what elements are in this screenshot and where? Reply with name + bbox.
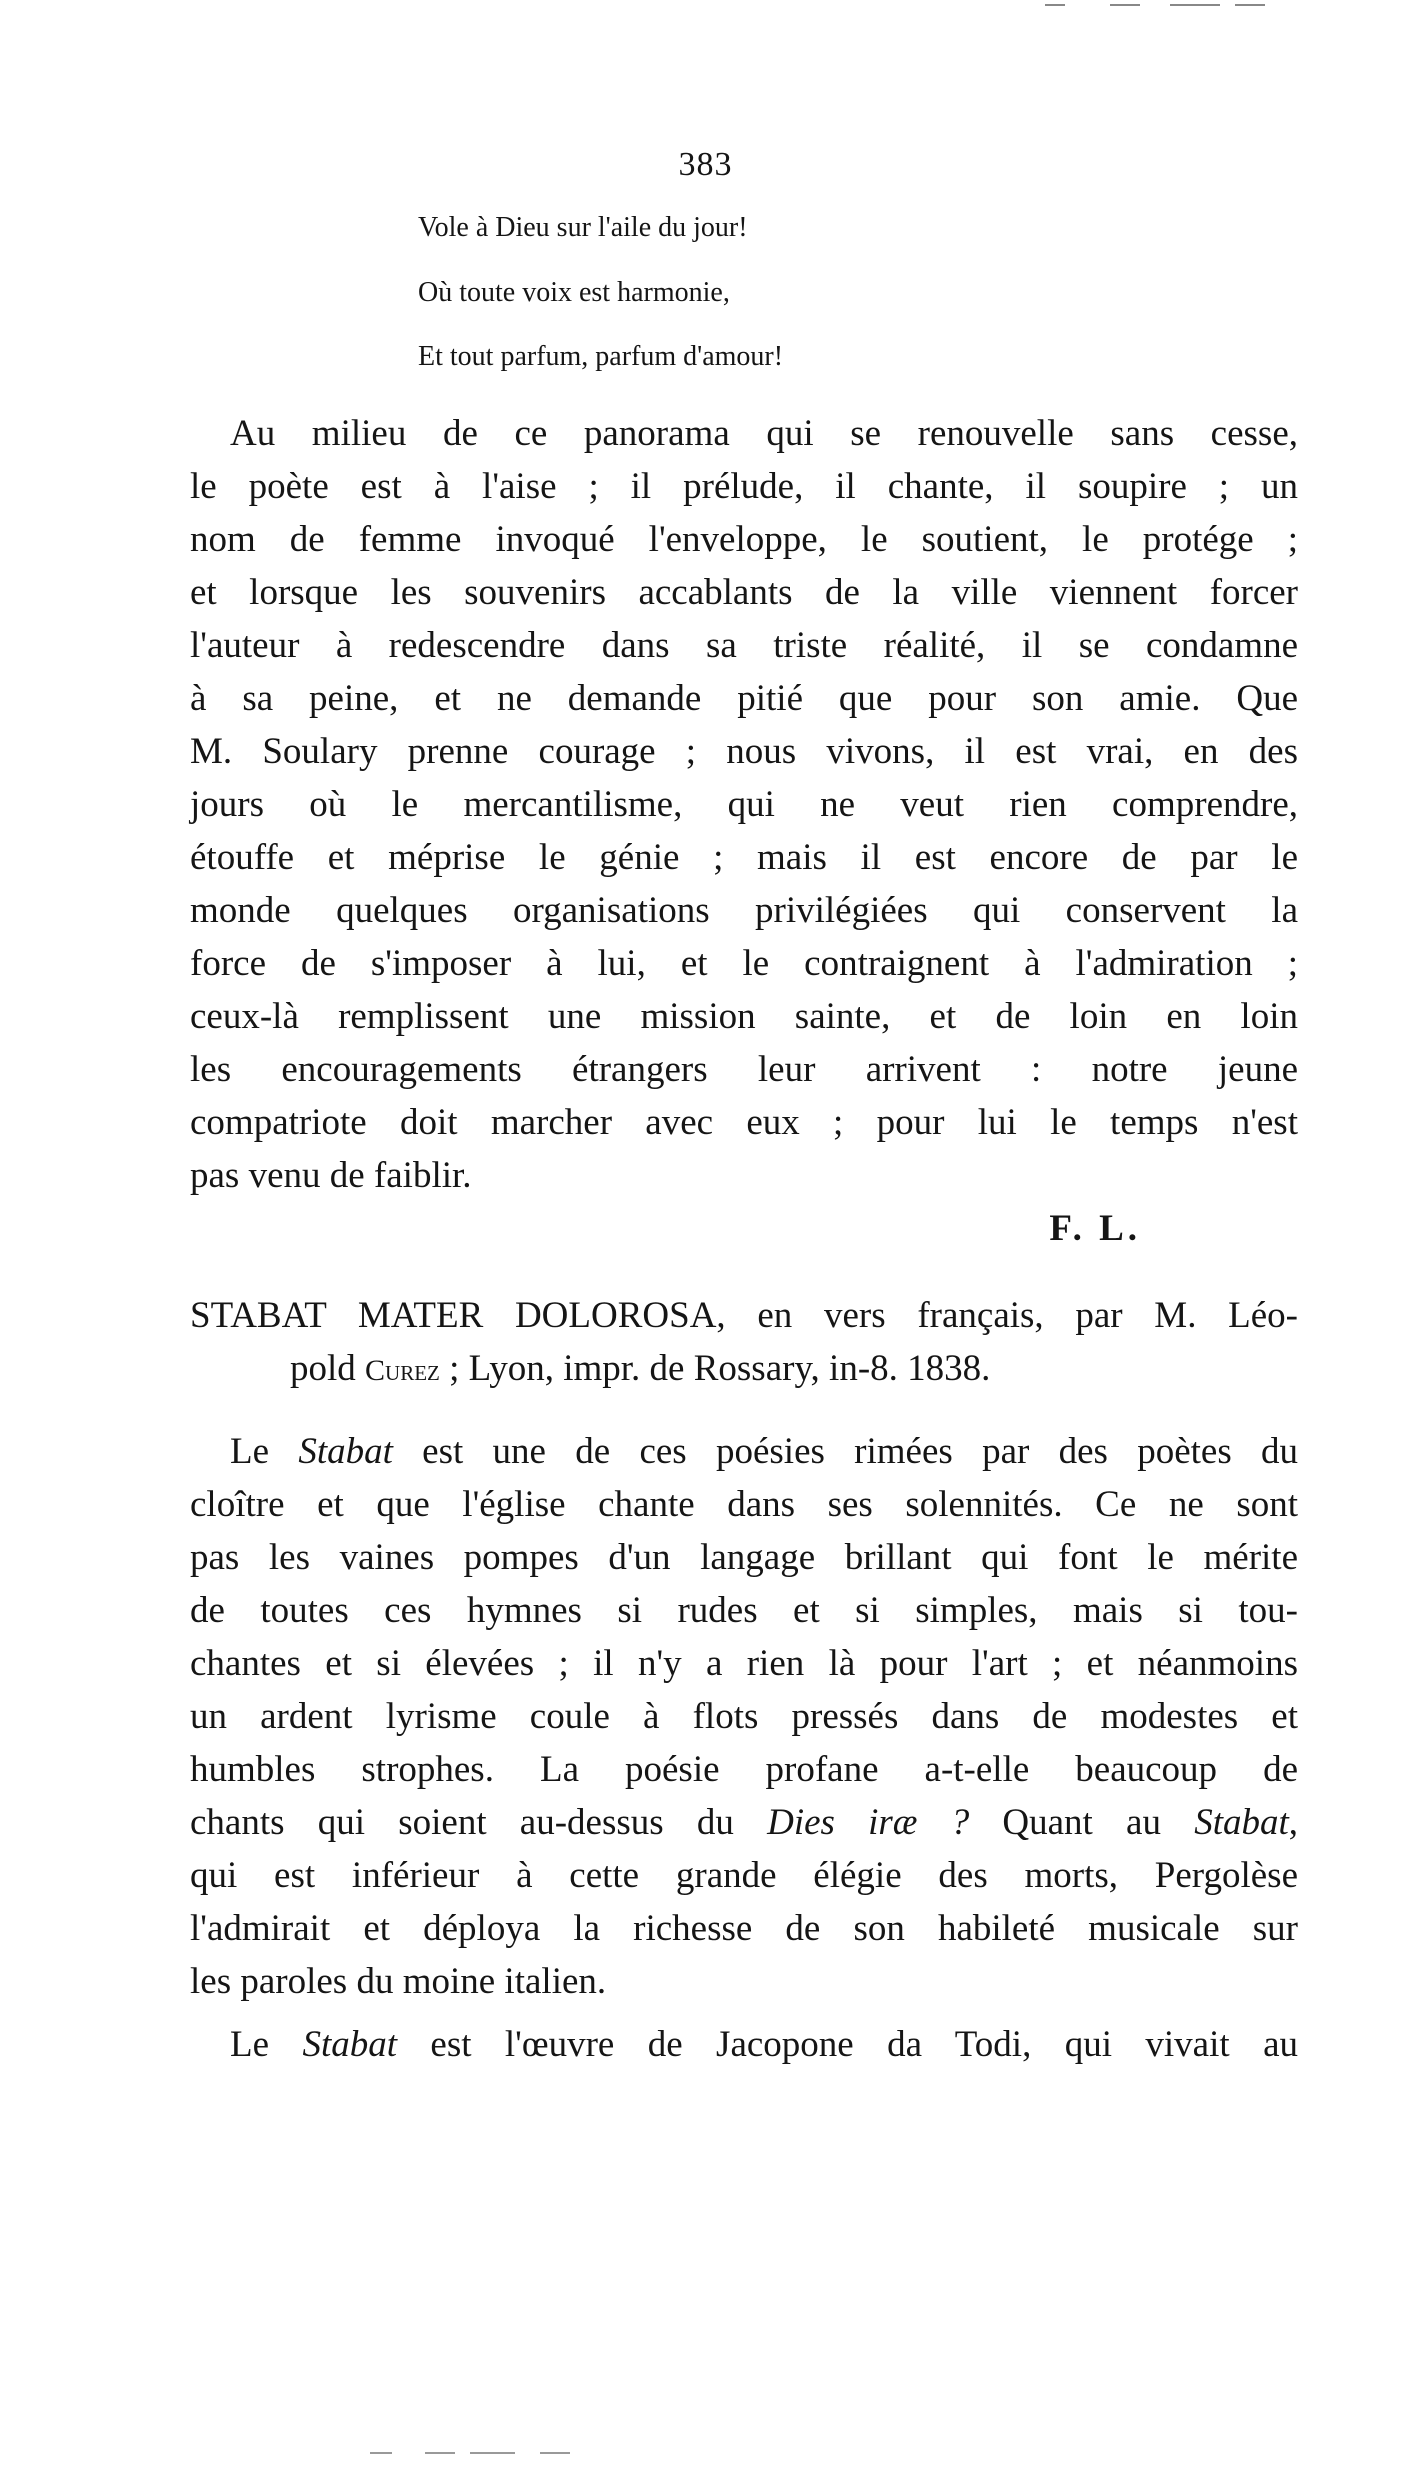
paragraph-line: humbles strophes. La poésie profane a-t-elle beaucoup de xyxy=(190,1749,1298,1790)
paragraph-line: un ardent lyrisme coule à flots pressés dans de modestes et xyxy=(190,1696,1298,1737)
italic-title: Dies iræ ? xyxy=(767,1802,970,1843)
text-run: Quant au xyxy=(969,1802,1195,1843)
bottom-edge-mark xyxy=(470,2452,515,2454)
review-heading-continued xyxy=(290,1347,990,1390)
paragraph-line: et lorsque les souvenirs accablants de la ville viennent forcer xyxy=(190,572,1298,613)
text-run: Le xyxy=(230,1431,299,1472)
paragraph-line: ceux-là remplissent une mission sainte, et de loin en loin xyxy=(190,996,1298,1037)
paragraph-line: étouffe et méprise le génie ; mais il est encore de par le xyxy=(190,837,1298,878)
top-edge-mark xyxy=(1045,4,1065,6)
text-run: , xyxy=(1288,1802,1298,1843)
paragraph-line: compatriote doit marcher avec eux ; pour lui le temps n'est xyxy=(190,1102,1298,1143)
bottom-edge-mark xyxy=(540,2452,570,2454)
text-run: chants qui soient au-dessus du xyxy=(190,1802,768,1843)
review-heading: STABAT MATER DOLOROSA, en vers français, par M. Léo- xyxy=(190,1295,1298,1336)
paragraph-line: l'admirait et déploya la richesse de son habileté musicale sur xyxy=(190,1908,1298,1949)
paragraph-line: de toutes ces hymnes si rudes et si simples, mais si tou- xyxy=(190,1590,1298,1631)
italic-title: Stabat xyxy=(1194,1802,1289,1843)
paragraph-line xyxy=(190,1801,1298,1845)
paragraph-line: jours où le mercantilisme, qui ne veut rien comprendre, xyxy=(190,784,1298,825)
verse-line: Où toute voix est harmonie, xyxy=(418,277,730,308)
paragraph-line: qui est inférieur à cette grande élégie des morts, Pergolèse xyxy=(190,1855,1298,1896)
paragraph-line: à sa peine, et ne demande pitié que pour son amie. Que xyxy=(190,678,1298,719)
verse-line: Et tout parfum, parfum d'amour! xyxy=(418,341,784,372)
paragraph-line: nom de femme invoqué l'enveloppe, le soutient, le protége ; xyxy=(190,519,1298,560)
paragraph-line: pas les vaines pompes d'un langage brillant qui font le mérite xyxy=(190,1537,1298,1578)
bottom-edge-mark xyxy=(370,2452,392,2454)
text-run: est une de ces poésies rimées par des poètes du xyxy=(392,1431,1298,1472)
top-edge-mark xyxy=(1110,4,1140,6)
paragraph-line: pas venu de faiblir. xyxy=(190,1155,472,1196)
italic-title: Stabat xyxy=(302,2024,397,2065)
signature: F. L. xyxy=(1049,1208,1141,1249)
top-edge-mark xyxy=(1235,4,1265,6)
paragraph-line: l'auteur à redescendre dans sa triste réalité, il se condamne xyxy=(190,625,1298,666)
top-edge-mark xyxy=(1170,4,1220,6)
paragraph-line: force de s'imposer à lui, et le contraignent à l'admiration ; xyxy=(190,943,1298,984)
bottom-edge-mark xyxy=(425,2452,455,2454)
paragraph-line: les paroles du moine italien. xyxy=(190,1961,607,2002)
paragraph-line: M. Soulary prenne courage ; nous vivons, il est vrai, en des xyxy=(190,731,1298,772)
heading-text: pold xyxy=(290,1348,366,1389)
paragraph-line: les encouragements étrangers leur arrivent : notre jeune xyxy=(190,1049,1298,1090)
verse-line: Vole à Dieu sur l'aile du jour! xyxy=(418,212,748,243)
paragraph-line xyxy=(230,2023,1298,2067)
paragraph-line: cloître et que l'église chante dans ses solennités. Ce ne sont xyxy=(190,1484,1298,1525)
text-run: Le xyxy=(230,2024,303,2065)
page-number: 383 xyxy=(678,146,733,183)
text-run: est l'œuvre de Jacopone da Todi, qui vivait au xyxy=(397,2024,1298,2065)
paragraph-line xyxy=(230,1430,1298,1474)
heading-text: ; Lyon, impr. de Rossary, in-8. 1838. xyxy=(439,1348,991,1389)
italic-title: Stabat xyxy=(298,1431,393,1472)
paragraph-line: Au milieu de ce panorama qui se renouvelle sans cesse, xyxy=(230,413,1298,454)
paragraph-line: chantes et si élevées ; il n'y a rien là pour l'art ; et néanmoins xyxy=(190,1643,1298,1684)
paragraph-line: monde quelques organisations privilégiées qui conservent la xyxy=(190,890,1298,931)
paragraph-line: le poète est à l'aise ; il prélude, il chante, il soupire ; un xyxy=(190,466,1298,507)
author-name: Curez xyxy=(365,1354,440,1387)
